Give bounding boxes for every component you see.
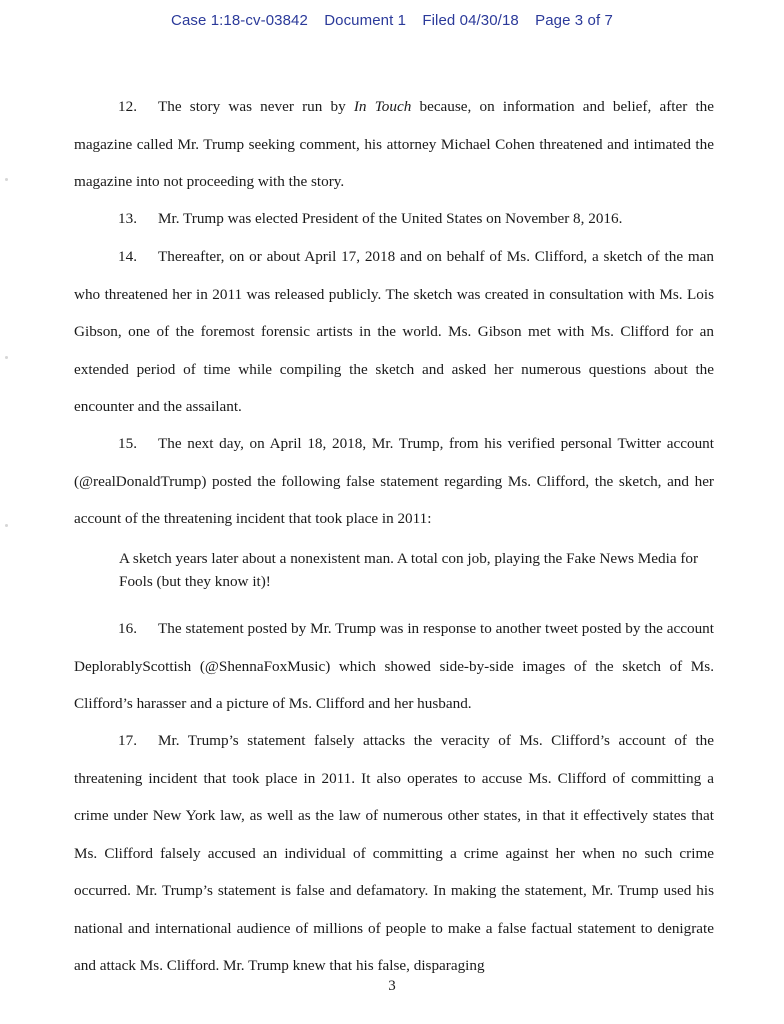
paragraph-14 xyxy=(74,238,714,426)
page-indicator: Page 3 of 7 xyxy=(535,12,613,29)
case-header xyxy=(0,12,784,29)
paragraph-16 xyxy=(74,610,714,723)
paragraph-15 xyxy=(74,425,714,538)
paragraph-text: The statement posted by Mr. Trump was in response to another tweet posted by the account DeplorablyScottish (@ShennaFoxMusic) which showed side-by-side images of the sketch of Ms. Clifford’s harasser and a picture of Ms. Clifford and her husband. xyxy=(74,620,714,712)
paragraph-number: 14. xyxy=(118,248,137,265)
paragraph-17 xyxy=(74,722,714,985)
page-number: 3 xyxy=(388,978,396,994)
document-number: Document 1 xyxy=(324,12,407,29)
paragraph-text-end: because, on information and belief, after the magazine called Mr. Trump seeking comment, his attorney Michael Cohen threatened and intimated the magazine into not proceeding with the story. xyxy=(74,98,715,190)
paragraph-number: 15. xyxy=(118,435,137,452)
paragraph-text: Mr. Trump’s statement falsely attacks the veracity of Ms. Clifford’s account of the threatening incident that took place in 2011. It also operates to accuse Ms. Clifford of committing a crime under New York law, as well as the law of numerous other states, in that it effectively states that Ms. Clifford falsely accused an individual of committing a crime against her when no such crime occurred. Mr. Trump’s statement is false and defamatory. In making the statement, Mr. Trump used his national and international audience of millions of people to make a false factual statement to denigrate and attack Ms. Clifford. Mr. Trump knew that his false, disparaging xyxy=(74,732,714,974)
filed-date: Filed 04/30/18 xyxy=(422,12,519,29)
paragraph-number: 13. xyxy=(118,210,137,227)
paragraph-13 xyxy=(74,200,714,238)
paragraph-text-start: The story was never run by xyxy=(158,98,354,115)
paragraph-text: Mr. Trump was elected President of the United States on November 8, 2016. xyxy=(158,210,623,227)
publication-title: In Touch xyxy=(353,98,412,115)
paragraph-number: 12. xyxy=(118,98,137,115)
scan-mark xyxy=(5,178,8,181)
tweet-quote: A sketch years later about a nonexistent man. A total con job, playing the Fake News Media for Fools (but they know it)! xyxy=(119,550,699,590)
scan-mark xyxy=(5,356,8,359)
paragraph-text: The next day, on April 18, 2018, Mr. Trump, from his verified personal Twitter account (@realDonaldTrump) posted the following false statement regarding Ms. Clifford, the sketch, and her account of the threatening incident that took place in 2011: xyxy=(74,435,714,527)
case-number: Case 1:18-cv-03842 xyxy=(171,12,308,29)
paragraph-number: 17. xyxy=(118,732,137,749)
paragraph-12 xyxy=(74,88,714,201)
scan-mark xyxy=(5,524,8,527)
paragraph-text: Thereafter, on or about April 17, 2018 and on behalf of Ms. Clifford, a sketch of the man who threatened her in 2011 was released publicly. The sketch was created in consultation with Ms. Lois Gibson, one of the foremost forensic artists in the world. Ms. Gibson met with Ms. Clifford for an extended period of time while compiling the sketch and asked her numerous questions about the encounter and the assailant. xyxy=(74,248,714,415)
paragraph-number: 16. xyxy=(118,620,137,637)
